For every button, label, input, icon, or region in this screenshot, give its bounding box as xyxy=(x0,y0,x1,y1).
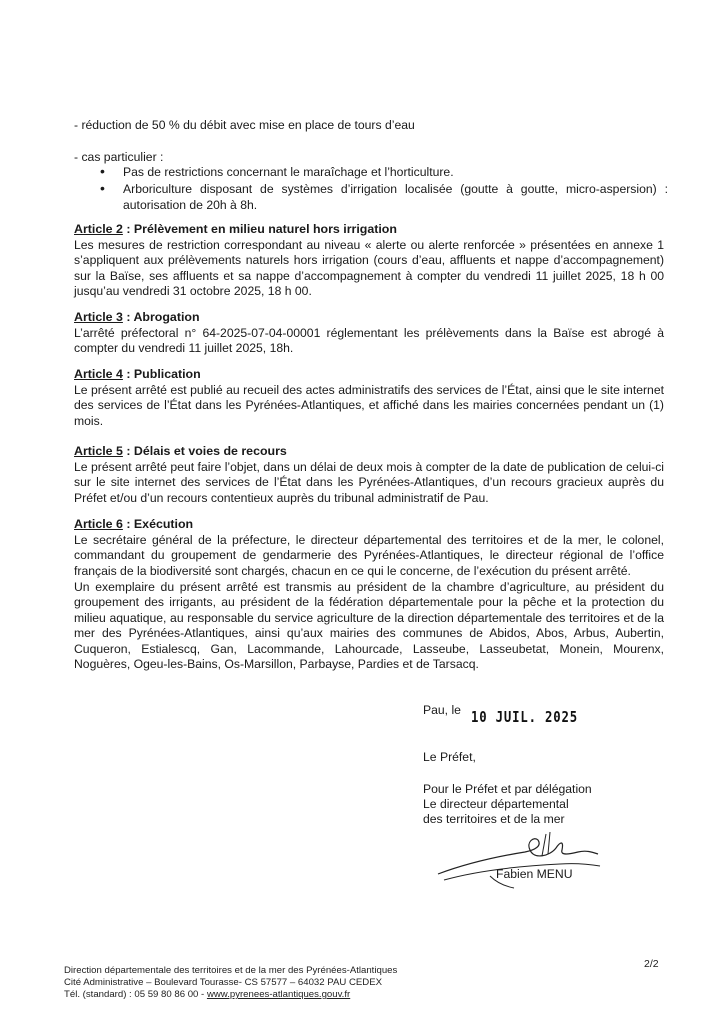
article-body: L’arrêté préfectoral n° 64-2025-07-04-00001 réglementant les prélèvements dans la Baïse est abrogé à compter du vendredi 11 juillet 2025, 18h. xyxy=(74,326,664,356)
bullet-item: Pas de restrictions concernant le maraîchage et l’horticulture. xyxy=(123,165,454,179)
article-title: : Prélèvement en milieu naturel hors irrigation xyxy=(122,222,397,236)
signature-place: Pau, le xyxy=(423,703,461,717)
article-body-continued: Un exemplaire du présent arrêté est transmis au président de la chambre d’agriculture, au président du groupement des irrigants, au président de la fédération départementale pour la pêche et la protection du milieu aquatique, au responsable du service agriculture de la direction départementale des territoires et de la mer des Pyrénées-Atlantiques, ainsi qu’aux mairies des communes de Abidos, Abos, Arbus, Aubertin, Cuqueron, Estialescq, Gan, Lacommande, Lahourcade, Lasseube, Lasseubetat, Monein, Mourenx, Noguères, Ogeu-les-Bains, Os-Marsillon, Parbayse, Pardies et de Tarsacq. xyxy=(74,580,664,672)
date-stamp: 10 JUIL. 2025 xyxy=(471,708,578,726)
footer-phone: Tél. (standard) : 05 59 80 86 00 - xyxy=(64,989,207,1000)
reduction-line: - réduction de 50 % du débit avec mise en place de tours d’eau xyxy=(74,118,415,132)
footer-line: Direction départementale des territoires et de la mer des Pyrénées-Atlantiques xyxy=(64,965,398,976)
article-heading xyxy=(74,444,287,458)
article-number: Article 5 xyxy=(74,444,123,458)
article-number: Article 4 xyxy=(74,367,123,381)
cas-particulier-label: - cas particulier : xyxy=(74,150,164,164)
delegation-line: Pour le Préfet et par délégation xyxy=(423,782,592,796)
article-heading xyxy=(74,310,200,324)
article-heading xyxy=(74,222,397,236)
article-title: : Publication xyxy=(122,367,201,381)
signatory-name: Fabien MENU xyxy=(496,867,573,881)
article-body: Le présent arrêté est publié au recueil des actes administratifs des services de l’État, ainsi que le site internet des services de l’État dans les Pyrénées-Atlantiques, et affiché dans les mairies concernées pendant un (1) mois. xyxy=(74,383,664,428)
page-number: 2/2 xyxy=(644,958,659,970)
article-number: Article 2 xyxy=(74,222,123,236)
article-body: Le présent arrêté peut faire l’objet, dans un délai de deux mois à compter de la date de publication de celui-ci sur le site internet des services de l’État dans les Pyrénées-Atlantiques, d’un recours gracieux auprès du Préfet et/ou d’un recours contentieux auprès du tribunal administratif de Pau. xyxy=(74,460,664,505)
article-title: : Délais et voies de recours xyxy=(122,444,287,458)
bullet-mark: • xyxy=(100,180,105,196)
article-body: Les mesures de restriction correspondant au niveau « alerte ou alerte renforcée » présentées en annexe 1 s’appliquent aux prélèvements naturels hors irrigation (cours d’eau, affluents et nappe d’accompagnement) sur la Baïse, ses affluents et sa nappe d’accompagnement à compter du vendredi 11 juillet 2025, 18 h 00 jusqu’au vendredi 31 octobre 2025, 18 h 00. xyxy=(74,238,664,299)
article-heading xyxy=(74,517,193,531)
footer-line xyxy=(64,989,350,1000)
article-number: Article 6 xyxy=(74,517,123,531)
article-heading xyxy=(74,367,201,381)
handwritten-signature xyxy=(430,826,605,896)
article-number: Article 3 xyxy=(74,310,123,324)
role-line: des territoires et de la mer xyxy=(423,812,565,826)
prefet-label: Le Préfet, xyxy=(423,750,476,764)
article-title: : Abrogation xyxy=(122,310,200,324)
role-line: Le directeur départemental xyxy=(423,797,569,811)
footer-line: Cité Administrative – Boulevard Tourasse- CS 57577 – 64032 PAU CEDEX xyxy=(64,977,383,988)
article-body: Le secrétaire général de la préfecture, le directeur départemental des territoires et de la mer, le colonel, commandant du groupement de gendarmerie des Pyrénées-Atlantiques, le directeur régional de l’office français de la biodiversité sont chargés, chacun en ce qui le concerne, de l’exécution du présent arrêté. xyxy=(74,533,664,578)
bullet-mark: • xyxy=(100,163,105,179)
footer-website-link[interactable]: www.pyrenees-atlantiques.gouv.fr xyxy=(206,989,351,1000)
article-title: : Exécution xyxy=(122,517,194,531)
bullet-item: Arboriculture disposant de systèmes d’irrigation localisée (goutte à goutte, micro-aspersion) : autorisation de 20h à 8h. xyxy=(123,182,668,212)
